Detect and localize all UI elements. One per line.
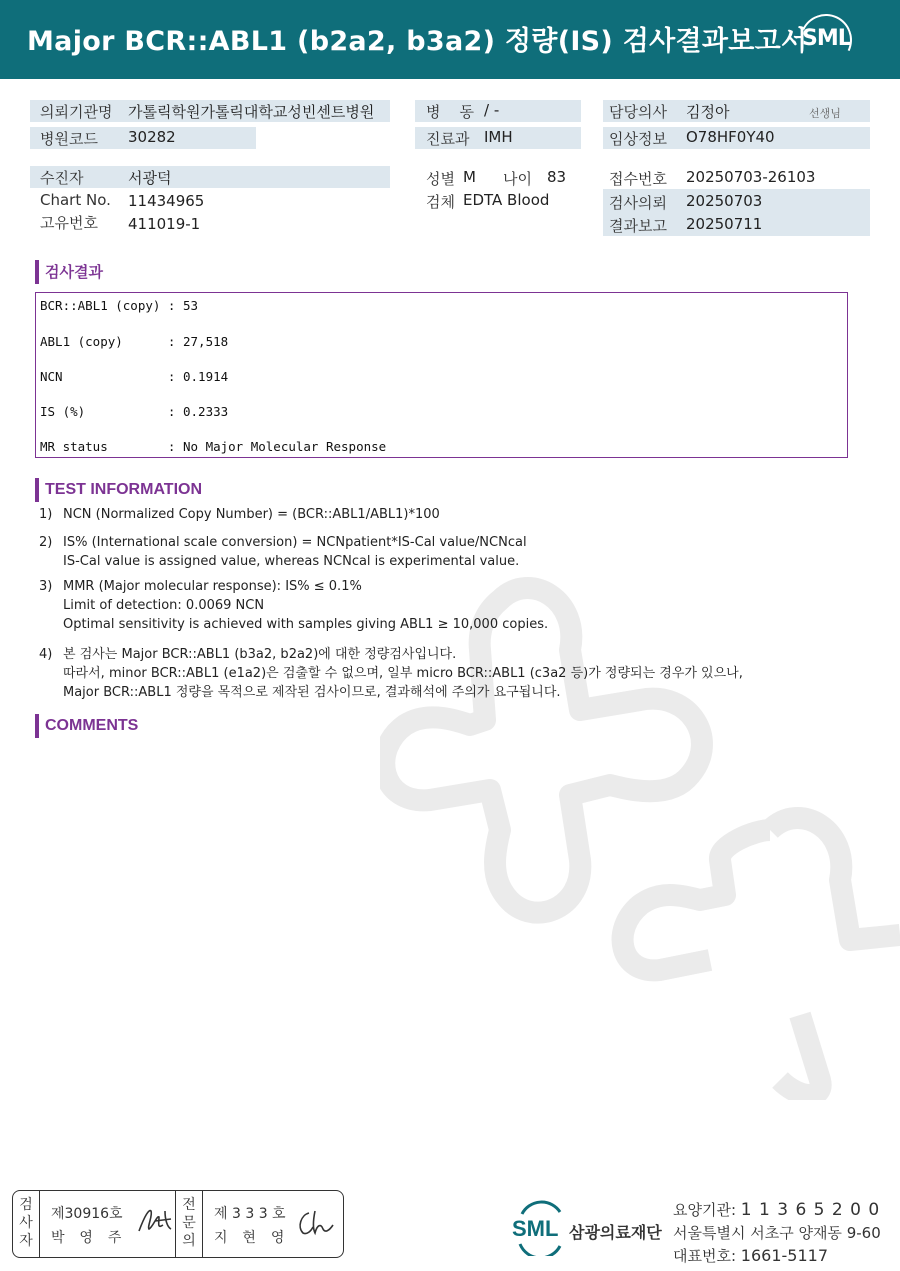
result-mr-status: MR status : No Major Molecular Response (40, 439, 387, 454)
item-number: 1) (39, 507, 53, 522)
code-row-footer: 요양기관: 1 1 3 6 5 2 0 0 (673, 1200, 881, 1220)
dept-value: IMH (484, 128, 513, 146)
footer-phone-label: 대표번호 (673, 1247, 731, 1265)
sex-value: M (463, 168, 476, 186)
ward-value: / - (484, 101, 500, 119)
unique-label: 고유번호 (40, 214, 98, 232)
result-is: IS (%) : 0.2333 (40, 404, 229, 419)
chart-label: Chart No. (40, 191, 111, 209)
test-info-line: MMR (Major molecular response): IS% ≤ 0.1% (63, 579, 362, 594)
tester-label-char: 검 (19, 1197, 33, 1213)
test-info-line: Optimal sensitivity is achieved with samples giving ABL1 ≥ 10,000 copies. (63, 617, 549, 632)
footer-logo-text: SML (512, 1216, 559, 1241)
report-title: Major BCR::ABL1 (b2a2, b3a2) 정량(IS) 검사결과보고서 (27, 26, 808, 57)
comments-heading: COMMENTS (35, 714, 138, 738)
test-info-heading: TEST INFORMATION (35, 478, 202, 502)
org-name: 삼광의료재단 (569, 1223, 662, 1242)
patient-value: 서광덕 (128, 169, 172, 187)
request-label: 검사의뢰 (609, 194, 667, 212)
item-number: 2) (39, 535, 53, 550)
specialist-license-no: 제 3 3 3 호 (214, 1206, 286, 1222)
header-bar (0, 0, 900, 79)
result-abl1: ABL1 (copy) : 27,518 (40, 334, 229, 349)
item-number: 4) (39, 647, 53, 662)
unique-value: 411019-1 (128, 215, 201, 233)
specialist-label-char: 전 (182, 1197, 196, 1213)
tester-name: 박 영 주 (51, 1230, 124, 1246)
logo-text: SML (802, 26, 851, 51)
receipt-label: 접수번호 (609, 170, 667, 188)
tester-label-cell (13, 1191, 40, 1257)
report-date-label: 결과보고 (609, 217, 667, 235)
tester-label-char: 사 (19, 1215, 33, 1231)
result-ncn: NCN : 0.1914 (40, 369, 229, 384)
tester-license-no: 제30916호 (51, 1206, 123, 1222)
specialist-label-char: 문 (182, 1215, 196, 1231)
specimen-label: 검체 (426, 193, 455, 211)
request-value: 20250703 (686, 192, 763, 210)
phone-row-footer: 대표번호: 1661-5117 (673, 1246, 829, 1265)
clinical-label: 임상정보 (609, 130, 667, 148)
item-number: 3) (39, 579, 53, 594)
hospital-value: 가톨릭학원가톨릭대학교성빈센트병원 (128, 103, 375, 121)
doctor-value: 김정아 (686, 103, 730, 121)
test-info-line: Major BCR::ABL1 정량을 목적으로 제작된 검사이므로, 결과해석에 주의가 요구됩니다. (63, 685, 561, 700)
tester-label-char: 자 (19, 1233, 33, 1249)
sex-label: 성별 (426, 170, 455, 188)
age-label: 나이 (503, 170, 532, 188)
report-date-value: 20250711 (686, 215, 763, 233)
test-info-line: NCN (Normalized Copy Number) = (BCR::ABL1/ABL1)*100 (63, 507, 440, 522)
test-info-line: IS-Cal value is assigned value, whereas NCNcal is experimental value. (63, 554, 520, 569)
receipt-value: 20250703-26103 (686, 168, 816, 186)
footer-code-label: 요양기관 (673, 1201, 731, 1219)
footer-phone-value: 1661-5117 (740, 1246, 829, 1265)
footer-address: 서울특별시 서초구 양재동 9-60 (673, 1224, 881, 1242)
age-value: 83 (547, 168, 567, 186)
specimen-value: EDTA Blood (463, 191, 550, 209)
results-box (35, 292, 848, 458)
sml-logo (798, 12, 854, 66)
specialist-label-cell (175, 1191, 203, 1257)
code-value: 30282 (128, 128, 176, 146)
footer-code-value: 1 1 3 6 5 2 0 0 (740, 1200, 881, 1220)
test-info-line: IS% (International scale conversion) = NCNpatient*IS-Cal value/NCNcal (63, 535, 527, 550)
results-heading: 검사결과 (35, 260, 103, 284)
result-bcr-abl1: BCR::ABL1 (copy) : 53 (40, 298, 199, 313)
specialist-label-char: 의 (182, 1233, 196, 1249)
dept-label: 진료과 (426, 130, 470, 148)
ward-label: 병 동 (426, 103, 475, 121)
chart-value: 11434965 (128, 192, 205, 210)
test-info-line: Limit of detection: 0.0069 NCN (63, 598, 265, 613)
patient-row (30, 166, 390, 188)
code-label: 병원코드 (40, 130, 98, 148)
hospital-label: 의뢰기관명 (40, 103, 113, 121)
tester-signature (135, 1205, 177, 1237)
doctor-label: 담당의사 (609, 103, 667, 121)
sml-footer-logo (510, 1200, 570, 1256)
doctor-suffix: 선생님 (809, 107, 841, 120)
clinical-value: O78HF0Y40 (686, 128, 775, 146)
test-info-line: 본 검사는 Major BCR::ABL1 (b3a2, b2a2)에 대한 정량검사입니다. (63, 647, 457, 662)
patient-label: 수진자 (40, 169, 84, 187)
specialist-signature (295, 1207, 337, 1239)
specialist-name: 지 현 영 (214, 1230, 287, 1246)
test-info-line: 따라서, minor BCR::ABL1 (e1a2)은 검출할 수 없으며, 일부 micro BCR::ABL1 (c3a2 등)가 정량되는 경우가 있으나, (63, 666, 743, 681)
signature-box (12, 1190, 344, 1258)
